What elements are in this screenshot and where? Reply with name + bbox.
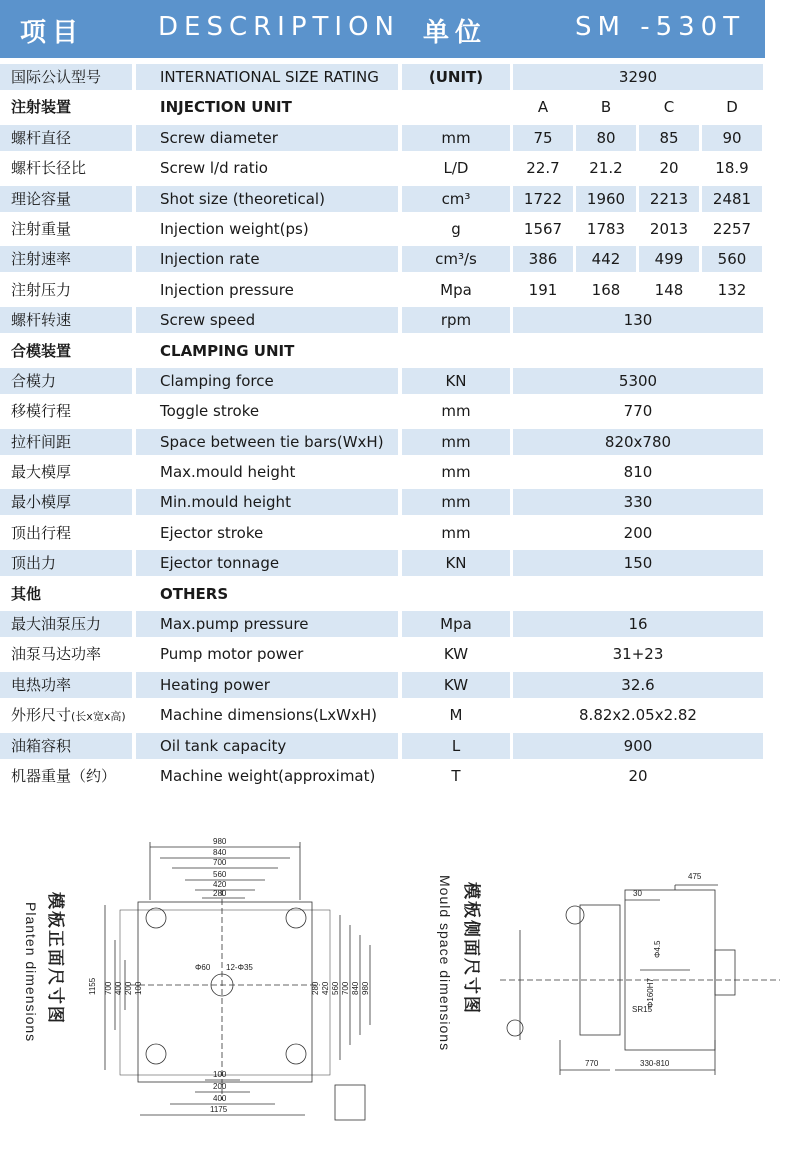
dim-left-1: 700	[104, 981, 113, 995]
row-label-cn: 注射重量	[11, 219, 72, 238]
row-label-en: Oil tank capacity	[136, 733, 398, 759]
row-value-1: 168	[591, 280, 621, 299]
row-value: 5300	[513, 368, 763, 394]
row-value-2: 148	[654, 280, 684, 299]
row-unit: KW	[402, 672, 510, 698]
table-row	[0, 214, 765, 244]
row-value: 16	[513, 611, 763, 637]
dim-right-4: 840	[351, 981, 360, 995]
dim-top-2: 700	[213, 858, 227, 867]
table-row	[0, 62, 765, 92]
planten-title-en: Planten dimensions	[23, 902, 39, 1043]
row-value-3: 132	[717, 280, 747, 299]
row-value: 900	[513, 733, 763, 759]
platen-front-drawing	[105, 842, 370, 1120]
row-label-cn: 油泵马达功率	[11, 645, 102, 664]
row-label-cn: 注射压力	[11, 280, 72, 299]
row-unit: g	[451, 219, 461, 238]
row-value-3: 560	[702, 246, 762, 272]
row-value: 20	[628, 766, 648, 785]
row-label-cn: 理论容量	[0, 186, 132, 212]
row-value-2: 2213	[639, 186, 699, 212]
dim-left-4: 100	[134, 981, 143, 995]
mould-title-en: Mould space dimensions	[437, 875, 453, 1052]
section-row	[0, 92, 765, 122]
row-label-cn: 螺杆转速	[0, 307, 132, 333]
row-unit: mm	[441, 523, 471, 542]
row-label-en: Max.mould height	[160, 463, 296, 482]
row-label-en: Machine dimensions(LxWxH)	[160, 706, 378, 725]
row-value-2: C	[663, 98, 675, 117]
row-label-en: Screw speed	[136, 307, 398, 333]
dim-side-2: Φ4.5	[653, 940, 662, 958]
row-unit: KW	[443, 645, 469, 664]
table-row	[0, 487, 765, 517]
row-value-0: 22.7	[526, 159, 560, 178]
row-unit: Mpa	[402, 611, 510, 637]
mould-title-cn: 模板侧面尺寸图	[462, 882, 481, 1015]
row-value-3: 18.9	[715, 159, 749, 178]
row-label-en: Shot size (theoretical)	[136, 186, 398, 212]
row-unit: mm	[402, 125, 510, 151]
table-row	[0, 609, 765, 639]
table-row	[0, 305, 765, 335]
row-value-0: 1722	[513, 186, 573, 212]
row-unit: cm³/s	[402, 246, 510, 272]
dim-bottom-0: 100	[213, 1070, 227, 1079]
table-row	[0, 761, 765, 791]
row-value: 770	[623, 402, 653, 421]
row-label-en: Ejector stroke	[160, 523, 264, 542]
row-unit: rpm	[402, 307, 510, 333]
dim-top-4: 420	[213, 880, 227, 889]
table-row	[0, 275, 765, 305]
dim-side-1: 30	[633, 889, 642, 898]
table-row	[0, 518, 765, 548]
row-value-1: 80	[576, 125, 636, 151]
table-row	[0, 366, 765, 396]
row-label-en: Pump motor power	[160, 645, 304, 664]
dim-bottom-3: 1175	[210, 1105, 228, 1114]
dim-bottom-1: 200	[213, 1082, 227, 1091]
row-unit: mm	[402, 429, 510, 455]
dim-top-5: 280	[213, 889, 227, 898]
dim-side-3: Φ160H7	[646, 978, 655, 1008]
dim-right-5: 980	[361, 981, 370, 995]
row-value-2: 2013	[649, 219, 689, 238]
row-label-cn: 机器重量（约）	[11, 766, 117, 785]
row-label-cn	[0, 702, 132, 728]
row-label-cn-text: 外形尺寸	[11, 706, 72, 725]
row-label-cn: 合模装置	[11, 341, 72, 360]
row-label-en: Toggle stroke	[160, 402, 260, 421]
row-label-cn: 电热功率	[0, 672, 132, 698]
dim-left-0: 1155	[88, 977, 97, 995]
table-row	[0, 548, 765, 578]
dim-left-2: 400	[114, 981, 123, 995]
row-label-cn: 螺杆长径比	[11, 159, 87, 178]
row-label-en: INTERNATIONAL SIZE RATING	[136, 64, 398, 90]
row-label-cn: 顶出力	[0, 550, 132, 576]
row-label-cn-small: (长x宽x高)	[71, 710, 126, 724]
section-row	[0, 579, 765, 609]
dim-side-6: 330-810	[640, 1059, 670, 1068]
row-value: 810	[623, 463, 653, 482]
table-header	[0, 0, 765, 58]
row-label-cn: 注射装置	[11, 98, 72, 117]
row-value-2: 499	[639, 246, 699, 272]
dim-right-0: 280	[311, 981, 320, 995]
row-label-en: Screw diameter	[136, 125, 398, 151]
header-item: 项目	[20, 18, 85, 48]
table-row	[0, 731, 765, 761]
dim-top-1: 840	[213, 848, 227, 857]
row-label-cn: 国际公认型号	[0, 64, 132, 90]
row-value: 31+23	[612, 645, 664, 664]
row-value-3: 2481	[702, 186, 762, 212]
row-label-cn: 注射速率	[0, 246, 132, 272]
row-unit: KN	[402, 368, 510, 394]
row-value-1: 442	[576, 246, 636, 272]
header-description: DESCRIPTION	[158, 12, 400, 42]
row-label-cn: 螺杆直径	[0, 125, 132, 151]
row-value-3: 90	[702, 125, 762, 151]
row-unit: (UNIT)	[402, 64, 510, 90]
row-value: 3290	[513, 64, 763, 90]
table-row	[0, 670, 765, 700]
table-row	[0, 396, 765, 426]
row-label-en: INJECTION UNIT	[160, 98, 292, 117]
row-label-en: Injection weight(ps)	[160, 219, 309, 238]
row-label-en: Min.mould height	[136, 489, 398, 515]
row-value-1: 21.2	[589, 159, 623, 178]
row-value-1: 1960	[576, 186, 636, 212]
drawings-svg	[0, 830, 800, 1157]
row-value: 8.82x2.05x2.82	[579, 706, 697, 725]
row-label-cn: 油箱容积	[0, 733, 132, 759]
row-label-cn: 其他	[11, 584, 42, 603]
table-row	[0, 639, 765, 669]
row-value: 820x780	[513, 429, 763, 455]
spec-table	[0, 62, 765, 791]
row-unit: L/D	[443, 159, 469, 178]
dimension-drawings	[0, 830, 800, 1157]
row-label-en: Heating power	[136, 672, 398, 698]
dim-left-3: 200	[124, 981, 133, 995]
row-unit: mm	[441, 463, 471, 482]
hole-label-1: 12-Φ35	[226, 963, 253, 972]
row-unit: cm³	[402, 186, 510, 212]
table-row	[0, 700, 765, 730]
table-row	[0, 244, 765, 274]
row-value-0: 75	[513, 125, 573, 151]
table-row	[0, 184, 765, 214]
row-value-0: 191	[528, 280, 558, 299]
row-unit: L	[402, 733, 510, 759]
row-label-en: Space between tie bars(WxH)	[136, 429, 398, 455]
row-label-cn: 最大模厚	[11, 463, 72, 482]
dim-right-2: 560	[331, 981, 340, 995]
row-label-cn: 拉杆间距	[0, 429, 132, 455]
row-value-3: D	[726, 98, 738, 117]
dim-right-3: 700	[341, 981, 350, 995]
row-label-en: Injection pressure	[160, 280, 294, 299]
row-value-3: 2257	[712, 219, 752, 238]
row-label-en: Screw l/d ratio	[160, 159, 268, 178]
row-value-0: 386	[513, 246, 573, 272]
row-value: 330	[513, 489, 763, 515]
row-label-en: Ejector tonnage	[136, 550, 398, 576]
row-unit: T	[451, 766, 461, 785]
row-label-en: Clamping force	[136, 368, 398, 394]
header-unit: 单位	[423, 18, 488, 48]
row-label-en: Max.pump pressure	[136, 611, 398, 637]
row-value: 130	[513, 307, 763, 333]
table-row	[0, 427, 765, 457]
header-model: SM -530T	[575, 12, 746, 42]
row-unit: KN	[402, 550, 510, 576]
row-label-cn: 最大油泵压力	[0, 611, 132, 637]
row-value-2: 85	[639, 125, 699, 151]
dim-top-3: 560	[213, 870, 227, 879]
row-unit: M	[449, 706, 463, 725]
row-label-cn: 移模行程	[11, 402, 72, 421]
row-value-2: 20	[659, 159, 679, 178]
row-unit: mm	[402, 489, 510, 515]
table-row	[0, 457, 765, 487]
row-value-0: 1567	[523, 219, 563, 238]
row-label-cn: 顶出行程	[11, 523, 72, 542]
dim-top-0: 980	[213, 837, 227, 846]
row-label-en: OTHERS	[160, 584, 229, 603]
dim-right-1: 420	[321, 981, 330, 995]
row-label-en: CLAMPING UNIT	[160, 341, 295, 360]
section-row	[0, 336, 765, 366]
dim-bottom-2: 400	[213, 1094, 227, 1103]
row-value: 32.6	[513, 672, 763, 698]
row-label-cn: 合模力	[0, 368, 132, 394]
planten-title-cn: 模板正面尺寸图	[46, 892, 65, 1025]
row-value-0: A	[537, 98, 549, 117]
hole-label-0: Φ60	[195, 963, 211, 972]
dim-side-0: 475	[688, 872, 702, 881]
row-label-en: Machine weight(approximat)	[160, 766, 376, 785]
row-value-1: B	[600, 98, 612, 117]
row-label-en: Injection rate	[136, 246, 398, 272]
table-row	[0, 123, 765, 153]
mould-side-drawing	[500, 885, 780, 1075]
dim-side-4: SR15	[632, 1005, 653, 1014]
dim-side-5: 770	[585, 1059, 599, 1068]
row-value-1: 1783	[586, 219, 626, 238]
row-unit: mm	[441, 402, 471, 421]
row-value: 200	[623, 523, 653, 542]
row-label-cn: 最小模厚	[0, 489, 132, 515]
row-unit: Mpa	[440, 280, 472, 299]
row-value: 150	[513, 550, 763, 576]
table-row	[0, 153, 765, 183]
